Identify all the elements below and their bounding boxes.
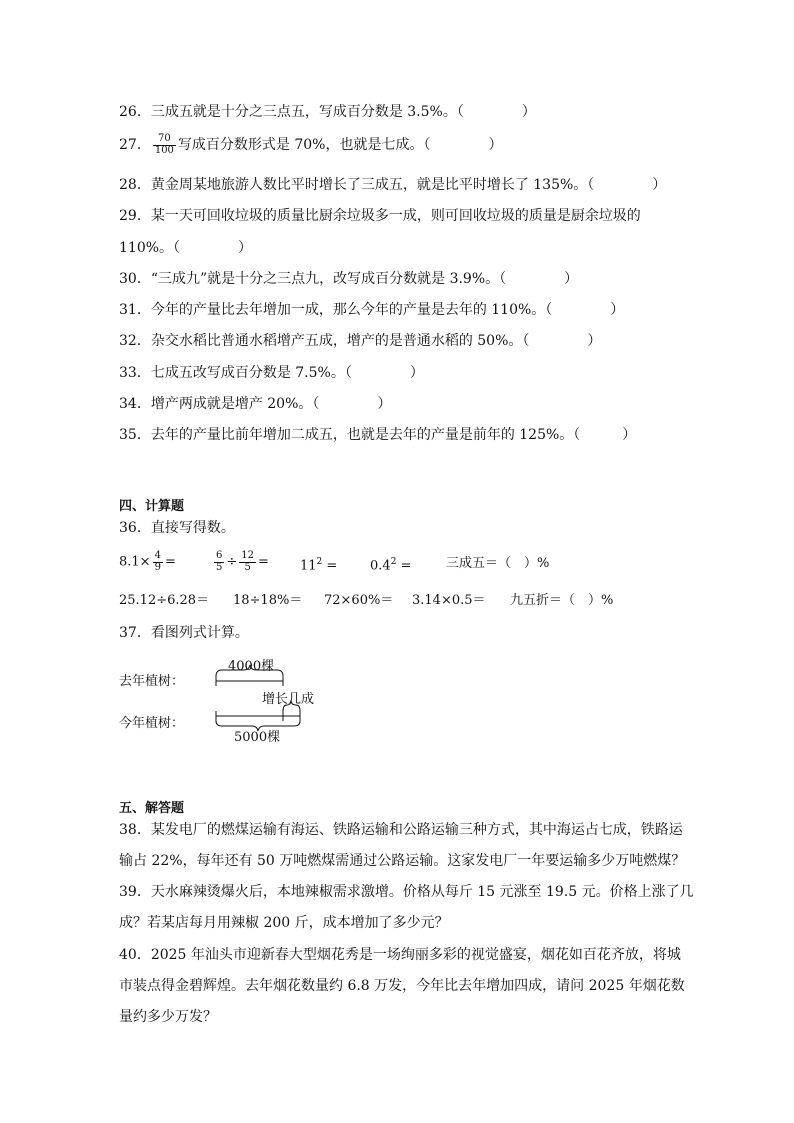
question-39-line2: 成？若某店每月用辣椒 200 斤，成本增加了多少元？: [119, 915, 449, 931]
question-29-cont: 110%。（ ）: [119, 240, 253, 256]
calc-2b: 18÷18%＝: [233, 593, 303, 608]
section-5-title: 五、解答题: [119, 801, 185, 816]
question-37: 37．看图列式计算。: [119, 625, 249, 641]
calc-2c: 72×60%＝: [324, 593, 394, 608]
question-40-line2: 市装点得金碧辉煌。去年烟花数量约 6.8 万发，今年比去年增加四成，请问 2025 年烟花数: [119, 978, 685, 994]
question-30: 30．“三成九”就是十分之三点九，改写成百分数就是 3.9%。（ ）: [119, 271, 579, 287]
last-year-brace: [216, 665, 283, 676]
calc-1c: $11^2$ =: [300, 557, 338, 574]
calc-1b: $\frac{6}{5}$ ÷ $\frac{12}{5}$ =: [216, 550, 269, 573]
question-39-line1: 39．天水麻辣烫爆火后，本地辣椒需求激增。价格从每斤 15 元涨至 19.5 元。价格上涨了几: [119, 884, 694, 900]
this-year-label: 今年植树：: [119, 716, 185, 731]
calc-2a: 25.12÷6.28＝: [119, 593, 210, 608]
calc-2d: 3.14×0.5＝: [412, 593, 486, 608]
calc-1e: 三成五＝（ ）%: [446, 556, 550, 571]
last-year-bar: [216, 676, 283, 686]
question-35: 35．去年的产量比前年增加二成五，也就是去年的产量是前年的 125%。（ ）: [119, 427, 637, 443]
question-36: 36．直接写得数。: [119, 520, 235, 536]
last-year-label: 去年植树：: [119, 674, 185, 689]
question-27: 27． $\frac{70}{100}$ 写成百分数形式是 70%，也就是七成。（ ）: [119, 133, 503, 156]
question-34: 34．增产两成就是增产 20%。（ ）: [119, 396, 392, 412]
this-year-brace: [216, 721, 300, 731]
question-38-line1: 38．某发电厂的燃煤运输有海运、铁路运输和公路运输三种方式，其中海运占七成，铁路运: [119, 822, 683, 838]
calc-1d: $0.4^2$ =: [370, 557, 412, 574]
calc-2e: 九五折＝（ ）%: [510, 593, 614, 608]
question-40-line1: 40．2025 年汕头市迎新春大型烟花秀是一场绚丽多彩的视觉盛宴，烟花如百花齐放，将城: [119, 947, 681, 963]
fraction-70-100: $\frac{70}{100}$: [154, 133, 174, 156]
question-40-line3: 量约多少万发？: [119, 1009, 217, 1025]
question-38-line2: 输占 22%，每年还有 50 万吨燃煤需通过公路运输。这家发电厂一年要运输多少万吨燃煤？: [119, 853, 686, 869]
question-29: 29．某一天可回收垃圾的质量比厨余垃圾多一成，则可回收垃圾的质量是厨余垃圾的: [119, 208, 641, 224]
increase-label: 增长几成: [262, 692, 315, 707]
section-4-title: 四、计算题: [119, 499, 185, 514]
last-year-value: 4000棵: [228, 659, 275, 674]
question-26: 26．三成五就是十分之三点五，写成百分数是 3.5%。（ ）: [119, 104, 536, 120]
calc-1a: 8.1× $\frac{4}{9}$ =: [119, 550, 176, 573]
this-year-bar: [216, 711, 300, 721]
question-32: 32．杂交水稻比普通水稻增产五成，增产的是普通水稻的 50%。（ ）: [119, 333, 602, 349]
question-28: 28．黄金周某地旅游人数比平时增长了三成五，就是比平时增长了 135%。（ ）: [119, 177, 667, 193]
question-31: 31．今年的产量比去年增加一成，那么今年的产量是去年的 110%。（ ）: [119, 302, 625, 318]
this-year-value: 5000棵: [234, 730, 281, 745]
increase-brace: [283, 700, 300, 711]
question-33: 33．七成五改写成百分数是 7.5%。（ ）: [119, 365, 424, 381]
